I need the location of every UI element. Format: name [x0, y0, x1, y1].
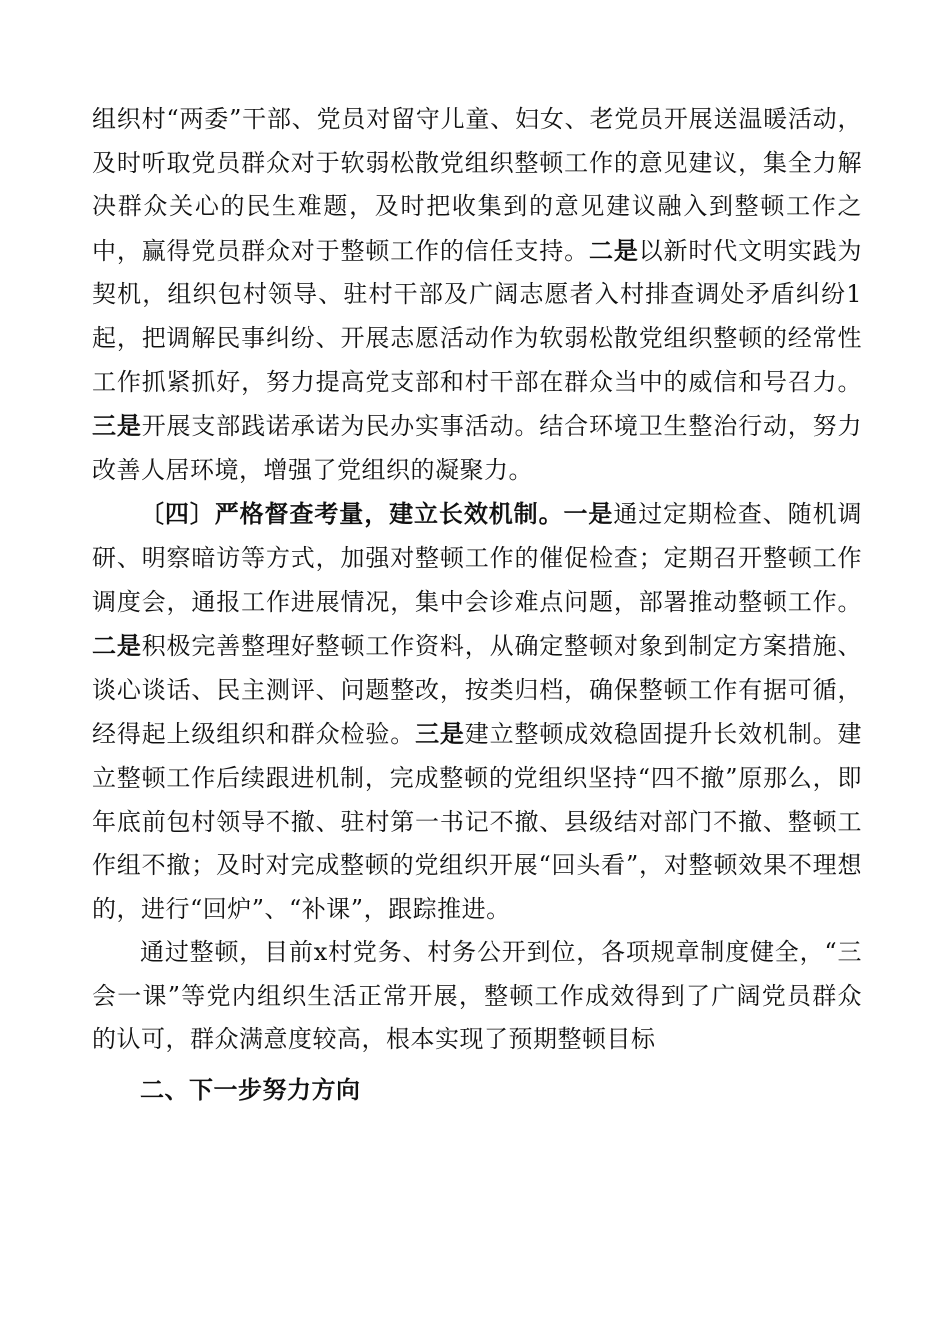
- paragraph-text: 组织村“两委”干部、党员对留守儿童、妇女、老党员开展送温暖活动，及时听取党员群众对于软弱松散党组织整顿工作的意见建议，集全力解决群众关心的民生难题，及时把收集到的意见建议融入到整顿工作之中，赢得党员群众对于整顿工作的信任支持。: [92, 105, 862, 265]
- subsection-heading: 〔四〕严格督查考量，建立长效机制。: [140, 499, 564, 529]
- bold-marker: 三是: [92, 411, 142, 441]
- paragraph-text: 通过整顿，目前x村党务、村务公开到位，各项规章制度健全，“三会一课”等党内组织生活正常开展，整顿工作成效得到了广阔党员群众的认可，群众满意度较高，根本实现了预期整顿目标: [92, 938, 862, 1054]
- paragraph-text: 通过定期检查、随机调研、明察暗访等方式，加强对整顿工作的催促检查；定期召开整顿工作调度会，通报工作进展情况，集中会诊难点问题，部署推动整顿工作。: [92, 500, 863, 616]
- paragraph-summary: [92, 931, 862, 1062]
- paragraph-supervision: [92, 492, 862, 931]
- paragraph-volunteer-activities: [92, 98, 862, 492]
- section-heading: 二、下一步努力方向: [140, 1076, 361, 1105]
- bold-marker: 二是: [92, 631, 142, 661]
- bold-marker: 二是: [589, 235, 639, 265]
- paragraph-text: 积极完善整理好整顿工作资料，从确定整顿对象到制定方案措施、谈心谈话、民主测评、问题整改，按类归档，确保整顿工作有据可循，经得起上级组织和群众检验。: [92, 632, 863, 749]
- paragraph-text: 以新时代文明实践为契机，组织包村领导、驻村干部及广阔志愿者入村排查调处矛盾纠纷1起，把调解民事纠纷、开展志愿活动作为软弱松散党组织整顿的经常性工作抓紧抓好，努力提高党支部和村干部在群众当中的威信和号召力。: [92, 236, 863, 396]
- bold-marker: 三是: [415, 719, 465, 749]
- bold-marker: 一是: [563, 499, 614, 529]
- document-page: [92, 98, 862, 1112]
- paragraph-text: 开展支部践诺承诺为民办实事活动。结合环境卫生整治行动，努力改善人居环境，增强了党组织的凝聚力。: [92, 412, 863, 484]
- paragraph-text: 建立整顿成效稳固提升长效机制。建立整顿工作后续跟进机制，完成整顿的党组织坚持“四不撤”原那么，即年底前包村领导不撤、驻村第一书记不撤、县级结对部门不撤、整顿工作组不撤；及时对完成整顿的党组织开展“回头看”，对整顿效果不理想的，进行“回炉”、“补课”，跟踪推进。: [92, 720, 863, 923]
